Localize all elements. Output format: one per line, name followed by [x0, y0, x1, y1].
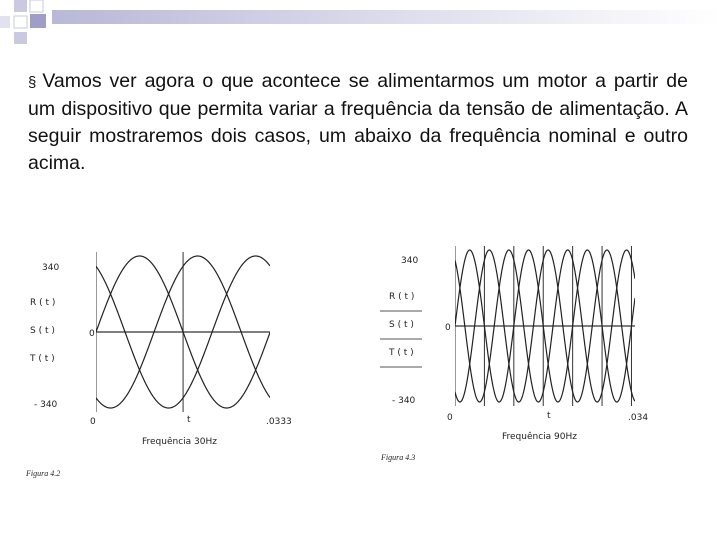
fig2-legend-s: S ( t ) — [389, 320, 414, 330]
fig1-y-zero-label: 0 — [89, 329, 95, 339]
fig1-y-top-label: 340 — [42, 263, 60, 273]
fig2-y-zero-label: 0 — [445, 323, 451, 333]
fig2-x-start-label: 0 — [447, 413, 453, 423]
fig1-x-mid-label: t — [187, 415, 191, 425]
fig1-legend-s: S ( t ) — [30, 326, 55, 336]
fig1-legend-r: R ( t ) — [30, 298, 56, 308]
fig1-x-start-label: 0 — [90, 417, 96, 427]
fig2-x-title: Frequência 90Hz — [502, 432, 577, 442]
fig2-x-mid-label: t — [547, 411, 551, 421]
fig1-x-end-label: .0333 — [266, 417, 292, 427]
fig1-caption: Figura 4.2 — [26, 469, 61, 478]
fig2-legend-t: T ( t ) — [389, 348, 414, 358]
fig1-x-title: Frequência 30Hz — [142, 437, 217, 447]
fig2-caption: Figura 4.3 — [381, 453, 416, 462]
bullet-marker: § — [28, 74, 37, 91]
bullet-body: Vamos ver agora o que acontece se alimentarmos um motor a partir de um dispositivo que permita variar a frequência da tensão de alimentação. A seguir mostraremos dois casos, um abaixo da frequência nominal e outro acima. — [28, 70, 688, 174]
fig1-y-bottom-label: - 340 — [34, 400, 58, 410]
fig2-legend-r: R ( t ) — [389, 292, 415, 302]
fig2-x-end-label: .034 — [628, 413, 649, 423]
fig2-y-bottom-label: - 340 — [392, 396, 416, 406]
fig1-legend-t: T ( t ) — [30, 354, 55, 364]
fig2-y-top-label: 340 — [401, 256, 419, 266]
